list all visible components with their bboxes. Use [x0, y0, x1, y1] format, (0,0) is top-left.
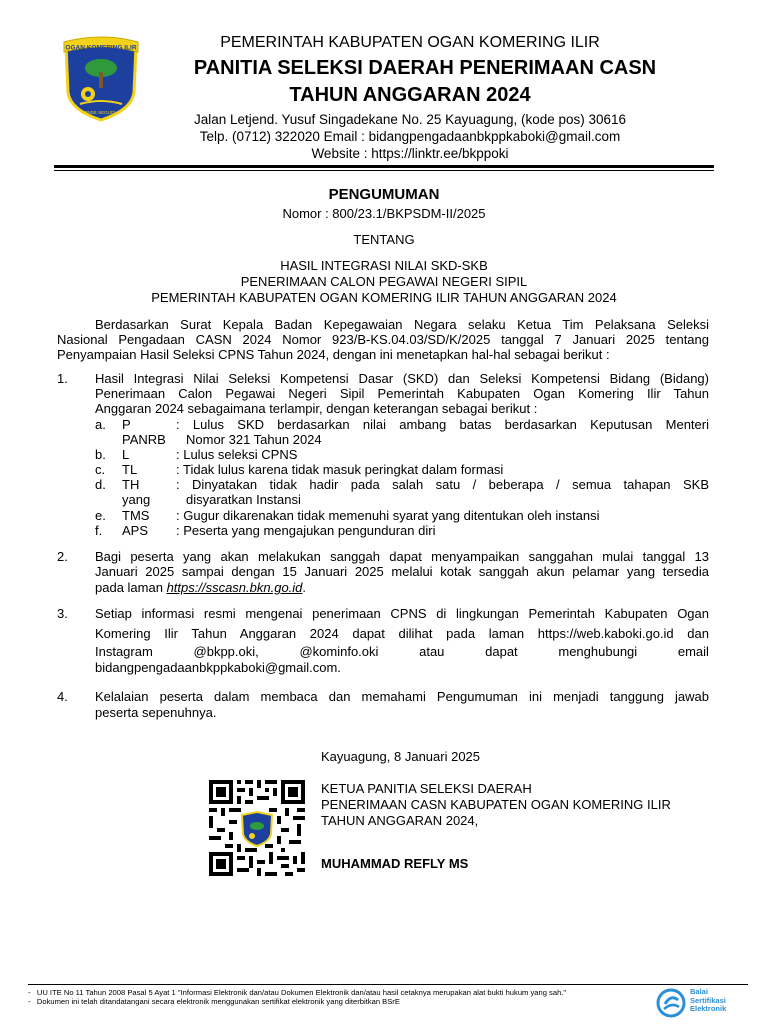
emblem-motto-text: BENDE SEGUGUK	[81, 110, 121, 115]
item-3-number: 3.	[57, 606, 68, 621]
signature-role-line-3: TAHUN ANGGARAN 2024,	[321, 813, 479, 828]
item-4-line-2: peserta sepenuhnya.	[95, 705, 217, 720]
letterhead-phone-email: Telp. (0712) 322020 Email : bidangpengadaanbkppkaboki@gmail.com	[199, 129, 621, 144]
item-3-line-4: bidangpengadaanbkppkaboki@gmail.com.	[95, 660, 341, 675]
item-2-line-3-suffix: .	[302, 580, 307, 595]
legend-code: APS	[122, 523, 149, 538]
legend-description: : Peserta yang mengajukan pengunduran diri	[176, 523, 436, 538]
qr-code-signature	[207, 778, 307, 878]
word: @kominfo.oki	[299, 644, 379, 659]
item-4-line-1: Kelalaian peserta dalam membaca dan memahami Pengumuman ini menjadi tanggung jawab	[95, 689, 709, 704]
legend-description: : Tidak lulus karena tidak masuk peringkat dalam formasi	[176, 462, 504, 477]
footer-divider	[28, 984, 748, 985]
legend-description-continued: Nomor 321 Tahun 2024	[186, 432, 322, 447]
letterhead-rule-thick	[54, 165, 714, 168]
legend-letter: b.	[95, 447, 106, 462]
legend-letter: a.	[95, 417, 106, 432]
word: dapat	[485, 644, 518, 659]
emblem-banner-text: OGAN KOMERING ILIR	[65, 44, 137, 52]
document-number: Nomor : 800/23.1/BKPSDM-II/2025	[282, 206, 486, 221]
item-2-number: 2.	[57, 549, 68, 564]
legend-code: L	[122, 447, 130, 462]
subject-line-1: HASIL INTEGRASI NILAI SKD-SKB	[280, 258, 488, 273]
signature-role-line-2: PENERIMAAN CASN KABUPATEN OGAN KOMERING ILIR	[321, 797, 671, 812]
intro-line-1: Berdasarkan Surat Kepala Badan Kepegawaian Negara selaku Ketua Tim Pelaksana Seleksi	[95, 317, 709, 332]
bsre-word-2: Sertifikasi	[690, 995, 726, 1005]
signature-place-date: Kayuagung, 8 Januari 2025	[321, 749, 481, 764]
legend-code: P	[122, 417, 131, 432]
footnote-1-text: UU ITE No 11 Tahun 2008 Pasal 5 Ayat 1 "Informasi Elektronik dan/atau Dokumen Elektronik dan/atau hasil cetaknya merupakan alat bukti hukum yang sah."	[36, 988, 567, 997]
intro-line-2: Nasional Pengadaan CASN 2024 Nomor 923/B-KS.04.03/SD/K/2025 tanggal 7 Januari 2025 tentang	[57, 332, 709, 347]
word: menghubungi	[558, 644, 638, 659]
legend-letter: c.	[95, 462, 106, 477]
footnote-1	[28, 988, 566, 997]
item-3-line-2: Komering Ilir Tahun Anggaran 2024 dapat dilihat pada laman https://web.kaboki.go.id dan	[95, 626, 709, 641]
footnote-2-text: Dokumen ini telah ditandatangani secara elektronik menggunakan sertifikat elektronik yang diterbitkan BSrE	[36, 997, 400, 1006]
word: email	[677, 644, 709, 659]
legend-letter: d.	[95, 477, 106, 492]
letterhead-committee: PANITIA SELEKSI DAERAH PENERIMAAN CASN	[193, 57, 657, 79]
word: atau	[419, 644, 445, 659]
signatory-name: MUHAMMAD REFLY MS	[321, 856, 469, 871]
legend-description: : Lulus seleksi CPNS	[176, 447, 298, 462]
letterhead-website: Website : https://linktr.ee/bkppoki	[311, 146, 509, 161]
legend-description: : Dinyatakan tidak hadir pada salah satu / beberapa / semua tahapan SKB	[176, 477, 709, 492]
letterhead-government: PEMERINTAH KABUPATEN OGAN KOMERING ILIR	[220, 34, 600, 51]
bsre-wordmark	[690, 988, 726, 1014]
letterhead-contact-block	[150, 111, 670, 162]
item-2-line-1: Bagi peserta yang akan melakukan sanggah dapat menyampaikan sanggahan mulai tanggal 13	[95, 549, 709, 564]
sscasn-link[interactable]: https://sscasn.bkn.go.id	[166, 580, 303, 595]
footnote-bullet: -	[28, 988, 37, 997]
word: Instagram	[95, 644, 153, 659]
letterhead-rule-thin	[54, 170, 714, 171]
item-2-line-2: Januari 2025 sampai dengan 15 Januari 2025 melalui kotak sanggah akun pelamar yang tersedia	[95, 564, 709, 579]
legend-description: : Gugur dikarenakan tidak memenuhi syarat yang ditentukan oleh instansi	[176, 508, 600, 523]
item-1-number: 1.	[57, 371, 68, 386]
word: @bkpp.oki,	[193, 644, 259, 659]
item-1-line-1: Hasil Integrasi Nilai Seleksi Kompetensi Dasar (SKD) dan Seleksi Kompetensi Bidang (Bidang)	[95, 371, 709, 386]
legend-code-continued: PANRB	[122, 432, 166, 447]
item-2-line-3-prefix: pada laman	[95, 580, 167, 595]
legend-description-continued: disyaratkan Instansi	[186, 492, 301, 507]
legend-code: TL	[122, 462, 138, 477]
item-4-number: 4.	[57, 689, 68, 704]
item-3-line-1: Setiap informasi resmi mengenai penerimaan CPNS di lingkungan Pemerintah Kabupaten Ogan	[95, 606, 709, 621]
bsre-mark-icon	[656, 988, 686, 1018]
document-title: PENGUMUMAN	[328, 186, 440, 203]
legend-code-continued: yang	[122, 492, 151, 507]
item-2-line-3	[95, 580, 709, 596]
item-1-line-3: Anggaran 2024 sebagaimana terlampir, dengan keterangan sebagai berikut :	[95, 401, 538, 416]
letterhead-address: Jalan Letjend. Yusuf Singadekane No. 25 Kayuagung, (kode pos) 30616	[193, 112, 627, 127]
subject-line-2: PENERIMAAN CALON PEGAWAI NEGERI SIPIL	[240, 274, 528, 289]
intro-line-3: Penyampaian Hasil Seleksi CPNS Tahun 2024, dengan ini menetapkan hal-hal sebagai berikut :	[57, 347, 610, 362]
legend-letter: f.	[95, 523, 103, 538]
item-1-line-2: Penerimaan Calon Pegawai Negeri Sipil Pemerintah Kabupaten Ogan Komering Ilir Tahun	[95, 386, 709, 401]
letterhead-year: TAHUN ANGGARAN 2024	[289, 84, 531, 106]
subject-line-3: PEMERINTAH KABUPATEN OGAN KOMERING ILIR TAHUN ANGGARAN 2024	[151, 290, 617, 305]
bsre-word-1: Balai	[690, 987, 708, 996]
footnote-2	[28, 997, 400, 1006]
legend-letter: e.	[95, 508, 106, 523]
document-about: TENTANG	[353, 232, 415, 247]
legend-code: TH	[122, 477, 140, 492]
signature-role-line-1: KETUA PANITIA SELEKSI DAERAH	[321, 781, 532, 796]
item-3-line-3	[95, 644, 709, 660]
regency-emblem-logo	[60, 34, 142, 122]
footnote-bullet: -	[28, 997, 37, 1006]
bsre-word-3: Elektronik	[690, 1004, 727, 1013]
bsre-logo	[656, 986, 751, 1020]
legend-description: : Lulus SKD berdasarkan nilai ambang batas berdasarkan Keputusan Menteri	[176, 417, 709, 432]
legend-code: TMS	[122, 508, 150, 523]
